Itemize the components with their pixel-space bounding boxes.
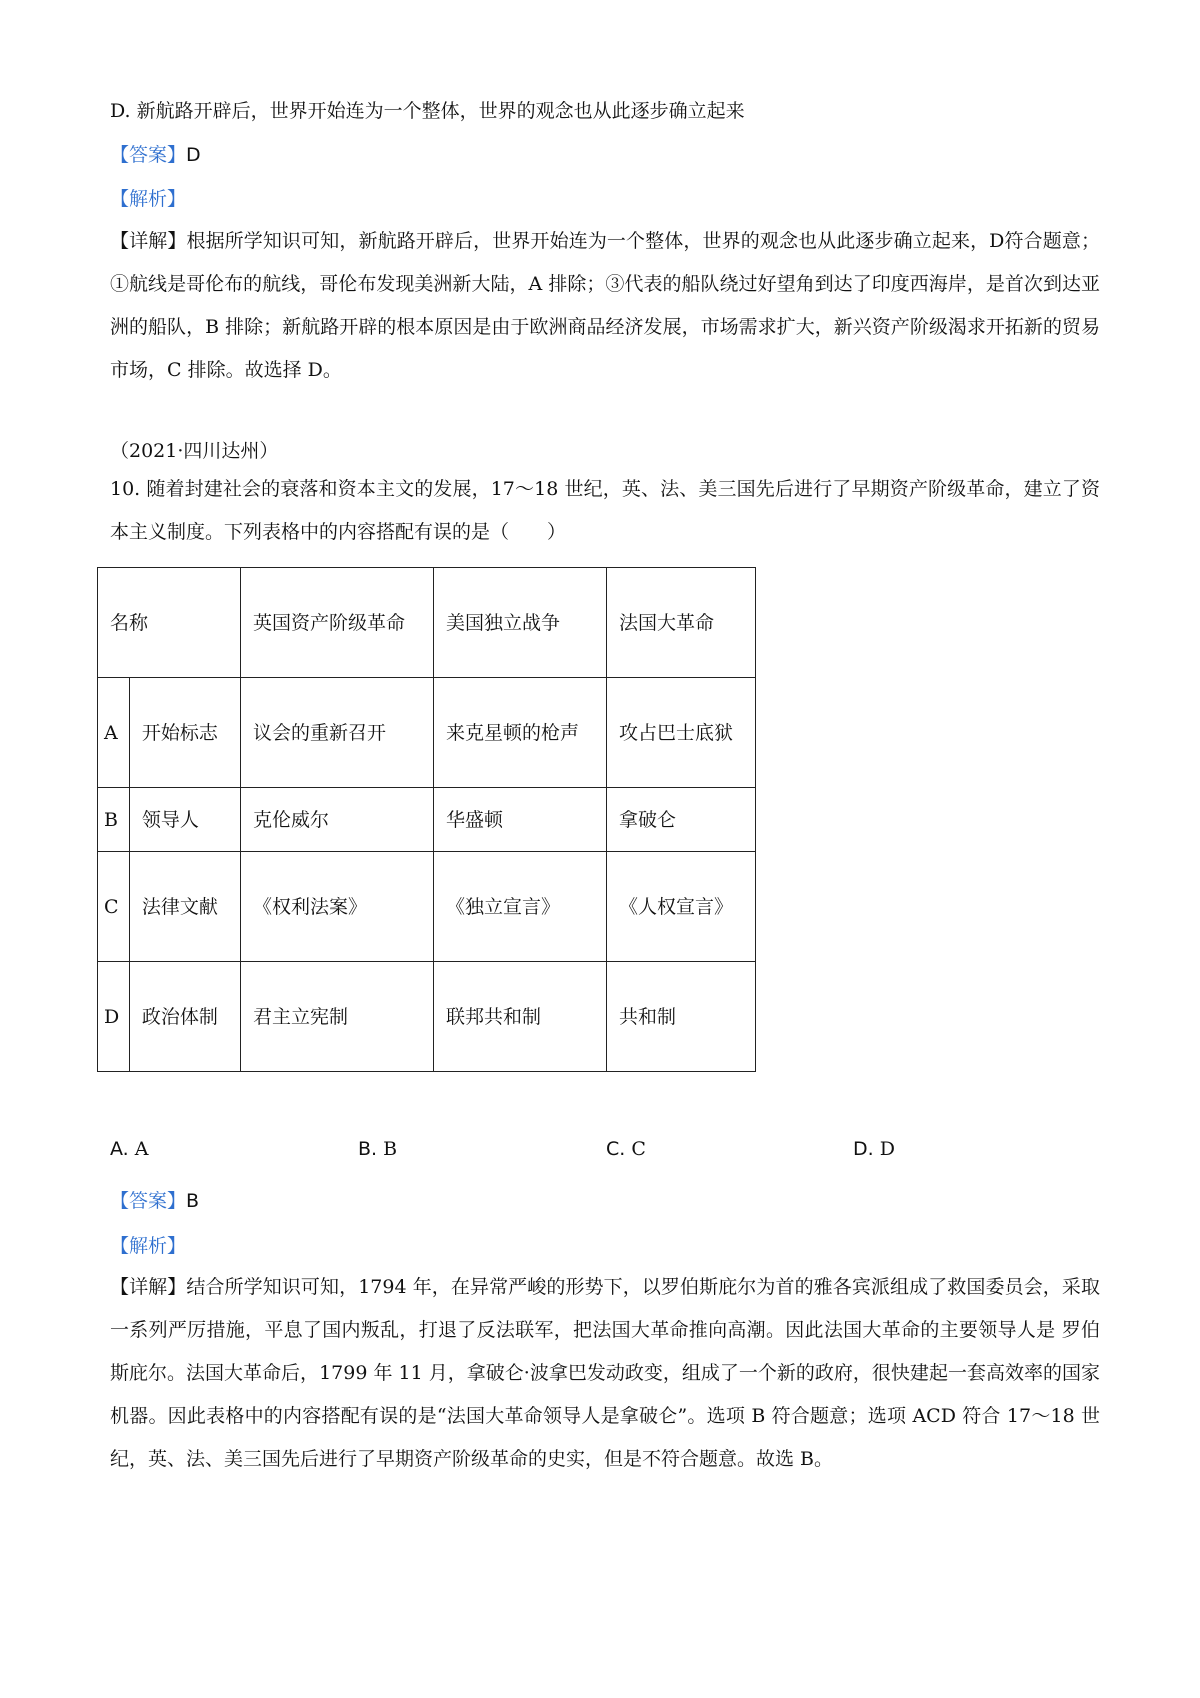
header-col2-cell: 美国独立战争 <box>434 568 607 678</box>
row-cell: 君主立宪制 <box>241 962 434 1072</box>
option-label: D. <box>853 1138 874 1160</box>
row-letter: A <box>98 678 130 788</box>
option-b <box>358 1138 397 1160</box>
row-cell: 拿破仑 <box>607 788 756 852</box>
row-cell: 《权利法案》 <box>241 852 434 962</box>
answer-tag: 【答案】 <box>110 1190 187 1212</box>
row-cell: 共和制 <box>607 962 756 1072</box>
option-c <box>606 1138 646 1160</box>
option-text: A <box>134 1138 149 1160</box>
prev-answer <box>110 140 201 167</box>
prev-detail-tag: 【详解】 <box>110 230 187 252</box>
option-label: A. <box>110 1138 129 1160</box>
option-label: C. <box>606 1138 626 1160</box>
row-cell: 攻占巴士底狱 <box>607 678 756 788</box>
option-label: B. <box>358 1138 378 1160</box>
row-letter: C <box>98 852 130 962</box>
option-text: C <box>631 1138 646 1160</box>
answer <box>110 1186 199 1213</box>
option-a <box>110 1138 148 1160</box>
detail-text: 结合所学知识可知，1794 年，在异常严峻的形势下，以罗伯斯庇尔为首的雅各宾派组成了救国委员会，采取一系列严厉措施，平息了国内叛乱，打退了反法联军，把法国大革命推向高潮。因此法国大革命的主要领导人是 罗伯斯庇尔。法国大革命后，1799 年 11 月，拿破仑·波拿巴发动政变，组成了一个新的政府，很快建起一套高效率的国家机器。因此表格中的内容搭配有误的是“法国大革命领导人是拿破仑”。选项 B 符合题意；选项 ACD 符合 17～18 世纪，英、法、美三国先后进行了早期资产阶级革命的史实，但是不符合题意。故选 B。 <box>110 1276 1100 1470</box>
header-col1-cell: 英国资产阶级革命 <box>241 568 434 678</box>
row-cell: 《人权宣言》 <box>607 852 756 962</box>
comparison-table <box>97 567 756 1072</box>
prev-detail-text: 根据所学知识可知，新航路开辟后，世界开始连为一个整体，世界的观念也从此逐步确立起来，D符合题意；①航线是哥伦布的航线，哥伦布发现美洲新大陆，A 排除；③代表的船队绕过好望角到达了印度西海岸，是首次到达亚洲的船队，B 排除；新航路开辟的根本原因是由于欧洲商品经济发展，市场需求扩大，新兴资产阶级渴求开拓新的贸易市场，C 排除。故选择 D。 <box>110 230 1100 381</box>
row-cell: 来克星顿的枪声 <box>434 678 607 788</box>
row-cell: 议会的重新召开 <box>241 678 434 788</box>
table-row <box>98 962 756 1072</box>
row-letter: B <box>98 788 130 852</box>
analysis-label: 【解析】 <box>110 1235 187 1257</box>
row-item: 领导人 <box>129 788 240 852</box>
question-source: （2021·四川达州） <box>110 440 279 462</box>
table-header-row <box>98 568 756 678</box>
detail-tag: 【详解】 <box>110 1276 187 1298</box>
question-stem: 10. 随着封建社会的衰落和资本主文的发展，17～18 世纪，英、法、美三国先后进行了早期资产阶级革命，建立了资本主义制度。下列表格中的内容搭配有误的是（ ） <box>110 478 1100 543</box>
row-cell: 联邦共和制 <box>434 962 607 1072</box>
row-cell: 华盛顿 <box>434 788 607 852</box>
row-letter: D <box>98 962 130 1072</box>
row-cell: 克伦威尔 <box>241 788 434 852</box>
prev-option-d: D. 新航路开辟后，世界开始连为一个整体，世界的观念也从此逐步确立起来 <box>110 100 745 122</box>
detail-paragraph <box>110 1266 1100 1481</box>
row-item: 开始标志 <box>129 678 240 788</box>
option-d <box>853 1138 895 1160</box>
analysis-tag <box>110 1231 186 1258</box>
row-item: 法律文献 <box>129 852 240 962</box>
table-row <box>98 678 756 788</box>
option-text: B <box>383 1138 398 1160</box>
prev-answer-value: D <box>186 144 201 166</box>
prev-analysis-label: 【解析】 <box>110 188 187 210</box>
table-row <box>98 852 756 962</box>
option-text: D <box>879 1138 895 1160</box>
row-item: 政治体制 <box>129 962 240 1072</box>
row-cell: 《独立宣言》 <box>434 852 607 962</box>
header-name-cell: 名称 <box>98 568 241 678</box>
answer-value: B <box>186 1190 200 1212</box>
table-row <box>98 788 756 852</box>
header-col3-cell: 法国大革命 <box>607 568 756 678</box>
prev-answer-tag: 【答案】 <box>110 144 187 166</box>
prev-analysis-tag <box>110 184 186 211</box>
prev-detail-paragraph <box>110 220 1100 392</box>
answer-options <box>110 1138 1100 1168</box>
